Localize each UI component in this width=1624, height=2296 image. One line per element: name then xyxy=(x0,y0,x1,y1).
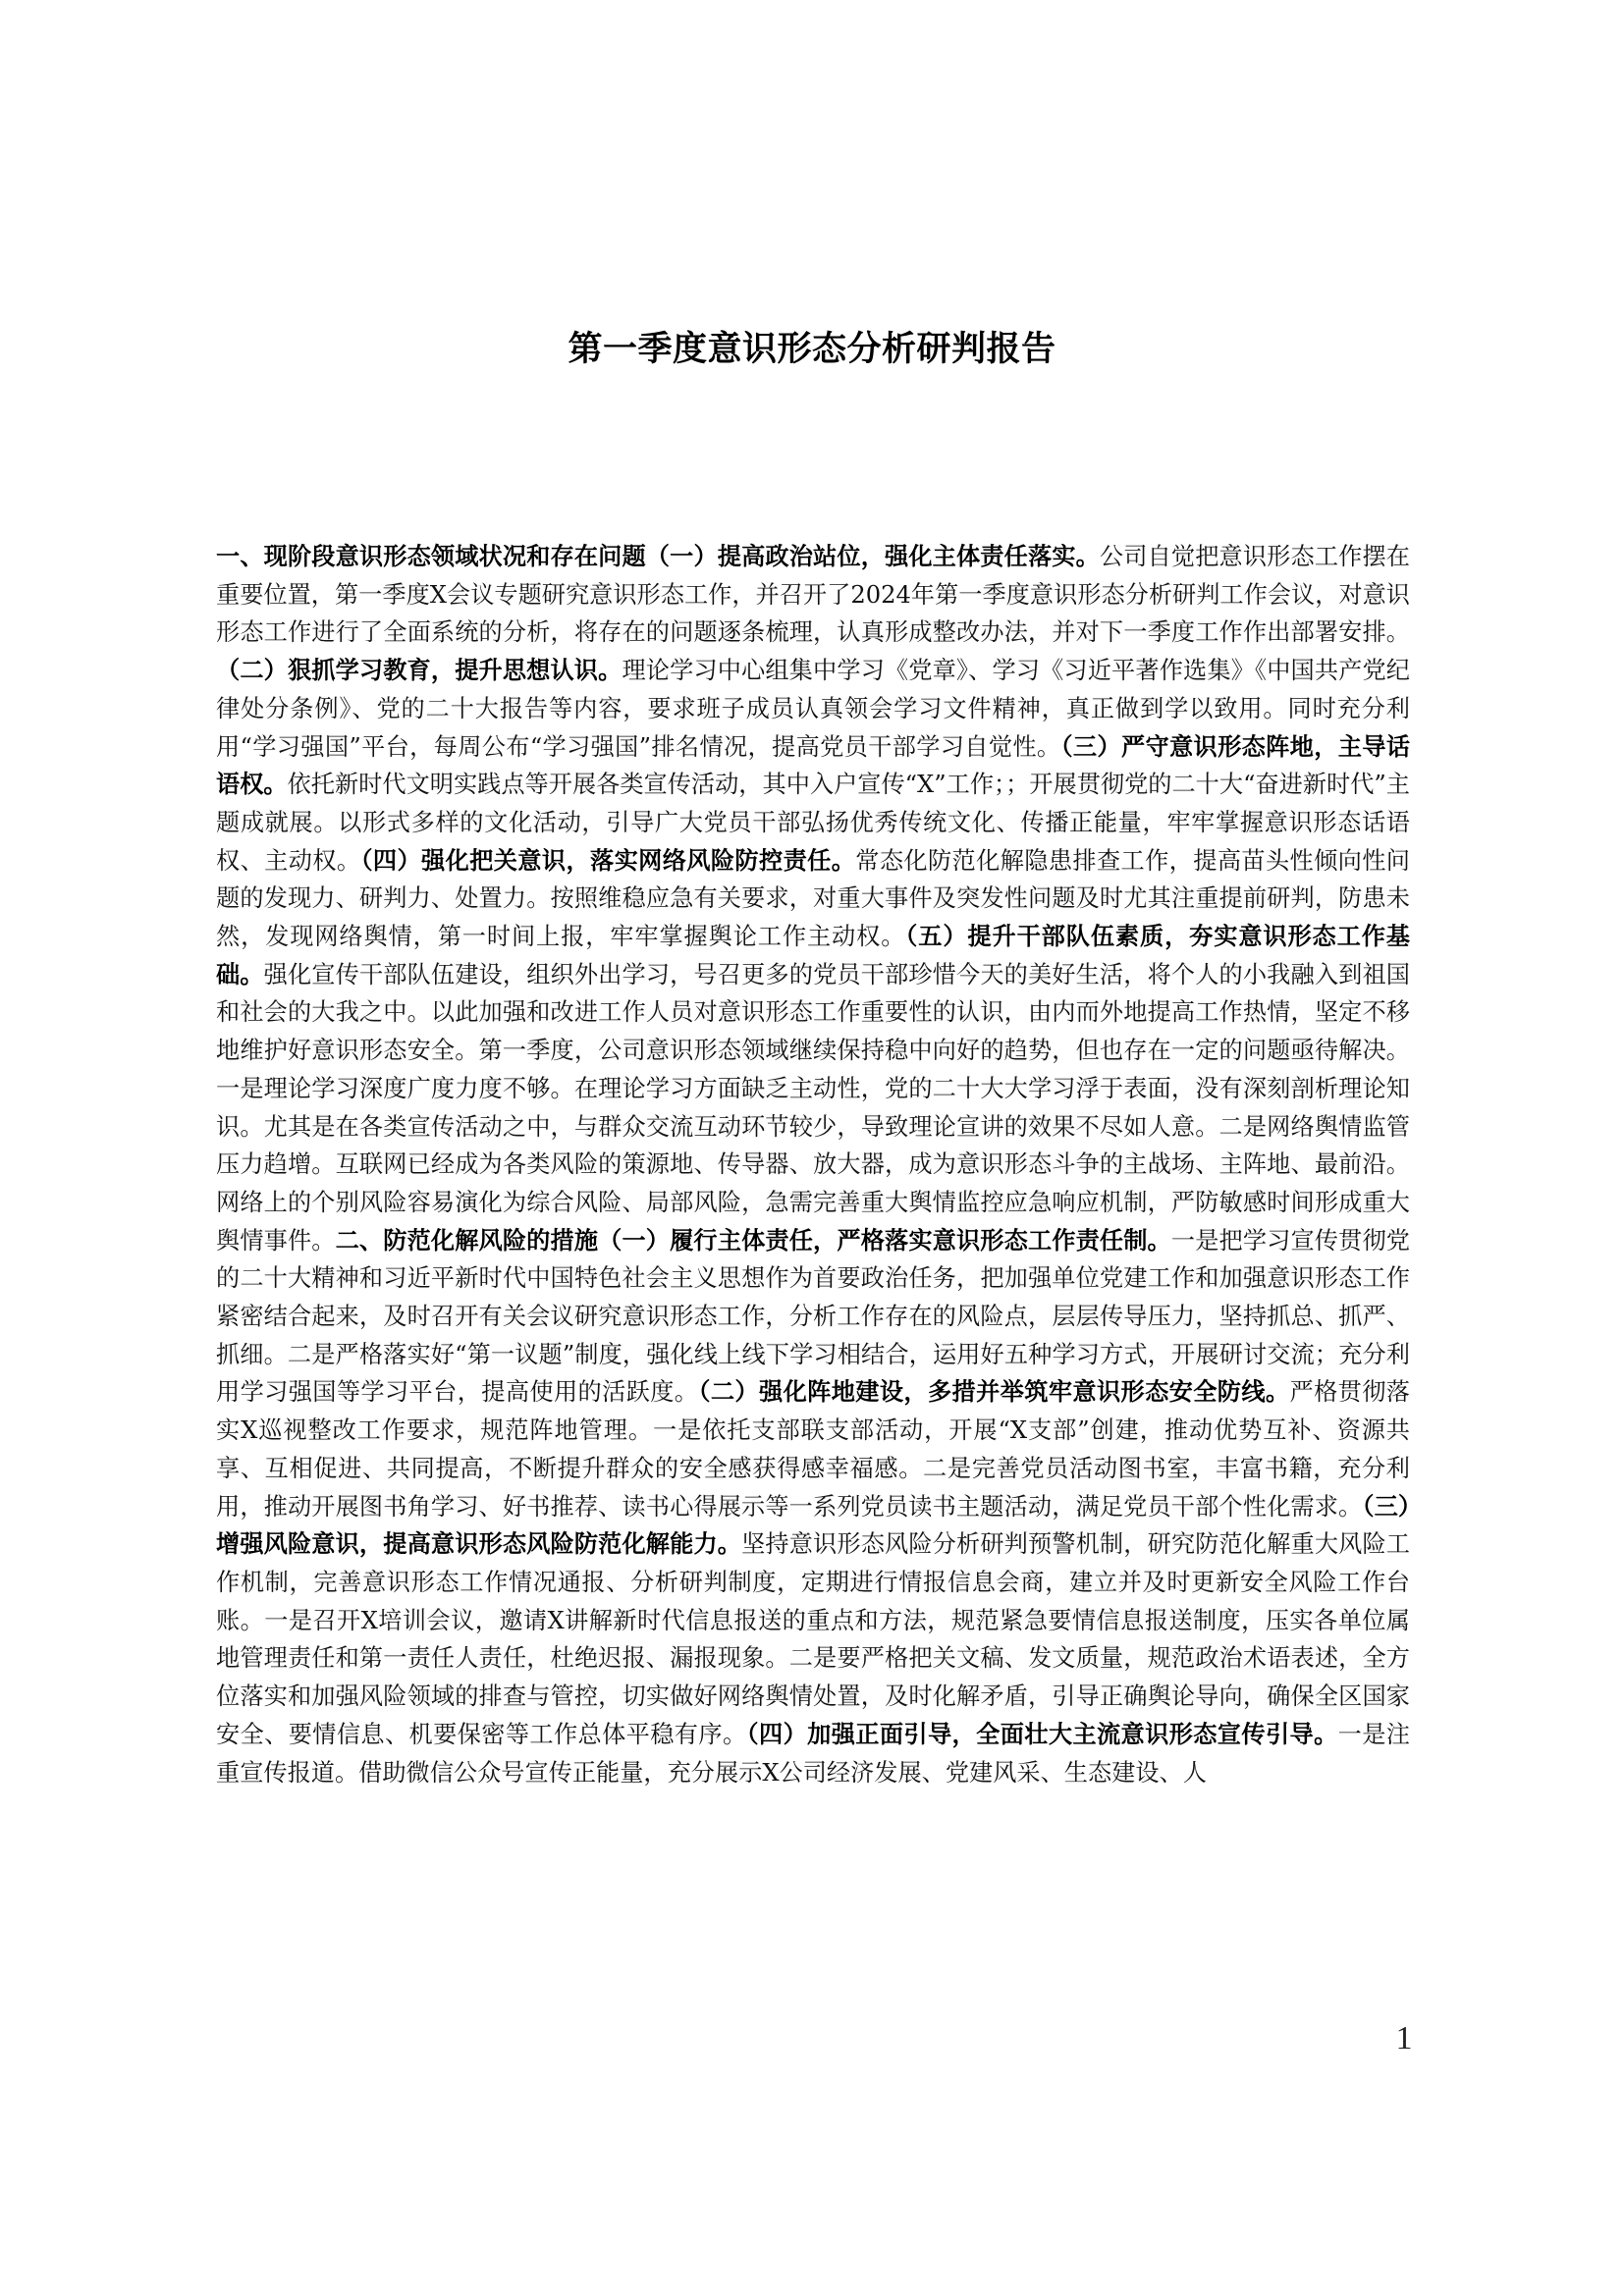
section-heading: （四）加强正面引导，全面壮大主流意识形态宣传引导。 xyxy=(746,1720,1338,1748)
body-paragraph-text: 严格贯彻落实X巡视整改工作要求，规范阵地管理。一是依托支部联支部活动，开展“X支部”创建，推动优势互补、资源共享、互相促进、共同提高，不断提升群众的安全感获得感幸福感。二是完善党员活动图书室，丰富书籍，充分利用，推动开展图书角学习、好书推荐、读书心得展示等一系列党员读书主题活动，满足党员干部个性化需求。 xyxy=(216,1378,1410,1521)
body-paragraph-text: 强化宣传干部队伍建设，组织外出学习，号召更多的党员干部珍惜今天的美好生活，将个人的小我融入到祖国和社会的大我之中。以此加强和改进工作人员对意识形态工作重要性的认识，由内而外地提高工作热情，坚定不移地维护好意识形态安全。第一季度，公司意识形态领域继续保持稳中向好的趋势，但也存在一定的问题亟待解决。一是理论学习深度广度力度不够。在理论学习方面缺乏主动性，党的二十大大学习浮于表面，没有深刻剖析理论知识。尤其是在各类宣传活动之中，与群众交流互动环节较少，导致理论宣讲的效果不尽如人意。二是网络舆情监管压力趋增。互联网已经成为各类风险的策源地、传导器、放大器，成为意识形态斗争的主战场、主阵地、最前沿。网络上的个别风险容易演化为综合风险、局部风险，急需完善重大舆情监控应急响应机制，严防敏感时间形成重大舆情事件。 xyxy=(216,960,1410,1255)
section-heading: （三）严守意识形态阵地，主导话语权。 xyxy=(216,732,1411,799)
body-paragraph-text: 公司自觉把意识形态工作摆在重要位置，第一季度X会议专题研究意识形态工作，并召开了2024年第一季度意识形态分析研判工作会议，对意识形态工作进行了全面系统的分析，将存在的问题逐条梳理，认真形成整改办法，并对下一季度工作作出部署安排。 xyxy=(216,543,1410,647)
body-paragraph-text: 坚持意识形态风险分析研判预警机制，研究防范化解重大风险工作机制，完善意识形态工作情况通报、分析研判制度，定期进行情报信息会商，建立并及时更新安全风险工作台账。一是召开X培训会议，邀请X讲解新时代信息报送的重点和方法，规范紧急要情信息报送制度，压实各单位属地管理责任和第一责任人责任，杜绝迟报、漏报现象。二是要严格把关文稿、发文质量，规范政治术语表述，全方位落实和加强风险领域的排查与管控，切实做好网络舆情处置，及时化解矛盾，引导正确舆论导向，确保全区国家安全、要情信息、机要保密等工作总体平稳有序。 xyxy=(216,1530,1410,1748)
section-heading: 一、现阶段意识形态领域状况和存在问题（一）提高政治站位，强化主体责任落实。 xyxy=(216,543,1100,570)
body-paragraph-text: 依托新时代文明实践点等开展各类宣传活动，其中入户宣传“X”工作；；开展贯彻党的二十大“奋进新时代”主题成就展。以形式多样的文化活动，引导广大党员干部弘扬优秀传统文化、传播正能量，牢牢掌握意识形态话语权、主动权。 xyxy=(216,771,1410,875)
body-paragraph-text: 理论学习中心组集中学习《党章》、学习《习近平著作选集》《中国共产党纪律处分条例》、党的二十大报告等内容，要求班子成员认真领会学习文件精神，真正做到学以致用。同时充分利用“学习强国”平台，每周公布“学习强国”排名情况，提高党员干部学习自觉性。 xyxy=(216,657,1410,761)
page-number: 1 xyxy=(1395,2020,1413,2056)
section-heading: （五）提升干部队伍素质，夯实意识形态工作基础。 xyxy=(216,923,1410,988)
section-heading: （三）增强风险意识，提高意识形态风险防范化解能力。 xyxy=(216,1492,1410,1559)
section-heading: （四）强化把关意识，落实网络风险防控责任。 xyxy=(360,846,856,875)
section-heading: 二、防范化解风险的措施（一）履行主体责任，严格落实意识形态工作责任制。 xyxy=(335,1226,1171,1255)
body-paragraph-text: 一是把学习宣传贯彻党的二十大精神和习近平新时代中国特色社会主义思想作为首要政治任务，把加强单位党建工作和加强意识形态工作紧密结合起来，及时召开有关会议研究意识形态工作，分析工作存在的风险点，层层传导压力，坚持抓总、抓严、抓细。二是严格落实好“第一议题”制度，强化线上线下学习相结合，运用好五种学习方式，开展研讨交流；充分利用学习强国等学习平台，提高使用的活跃度。 xyxy=(216,1226,1410,1407)
section-heading: （二）强化阵地建设，多措并举筑牢意识形态安全防线。 xyxy=(698,1378,1290,1407)
body-paragraph-text: 常态化防范化解隐患排查工作，提高苗头性倾向性问题的发现力、研判力、处置力。按照维稳应急有关要求，对重大事件及突发性问题及时尤其注重提前研判，防患未然，发现网络舆情，第一时间上报，牢牢掌握舆论工作主动权。 xyxy=(216,846,1410,951)
section-heading: （二）狠抓学习教育，提升思想认识。 xyxy=(216,657,623,685)
document-body xyxy=(216,538,1410,1791)
body-paragraph-text: 一是注重宣传报道。借助微信公众号宣传正能量，充分展示X公司经济发展、党建风采、生态建设、人 xyxy=(216,1720,1410,1787)
document-title: 第一季度意识形态分析研判报告 xyxy=(568,330,1056,369)
